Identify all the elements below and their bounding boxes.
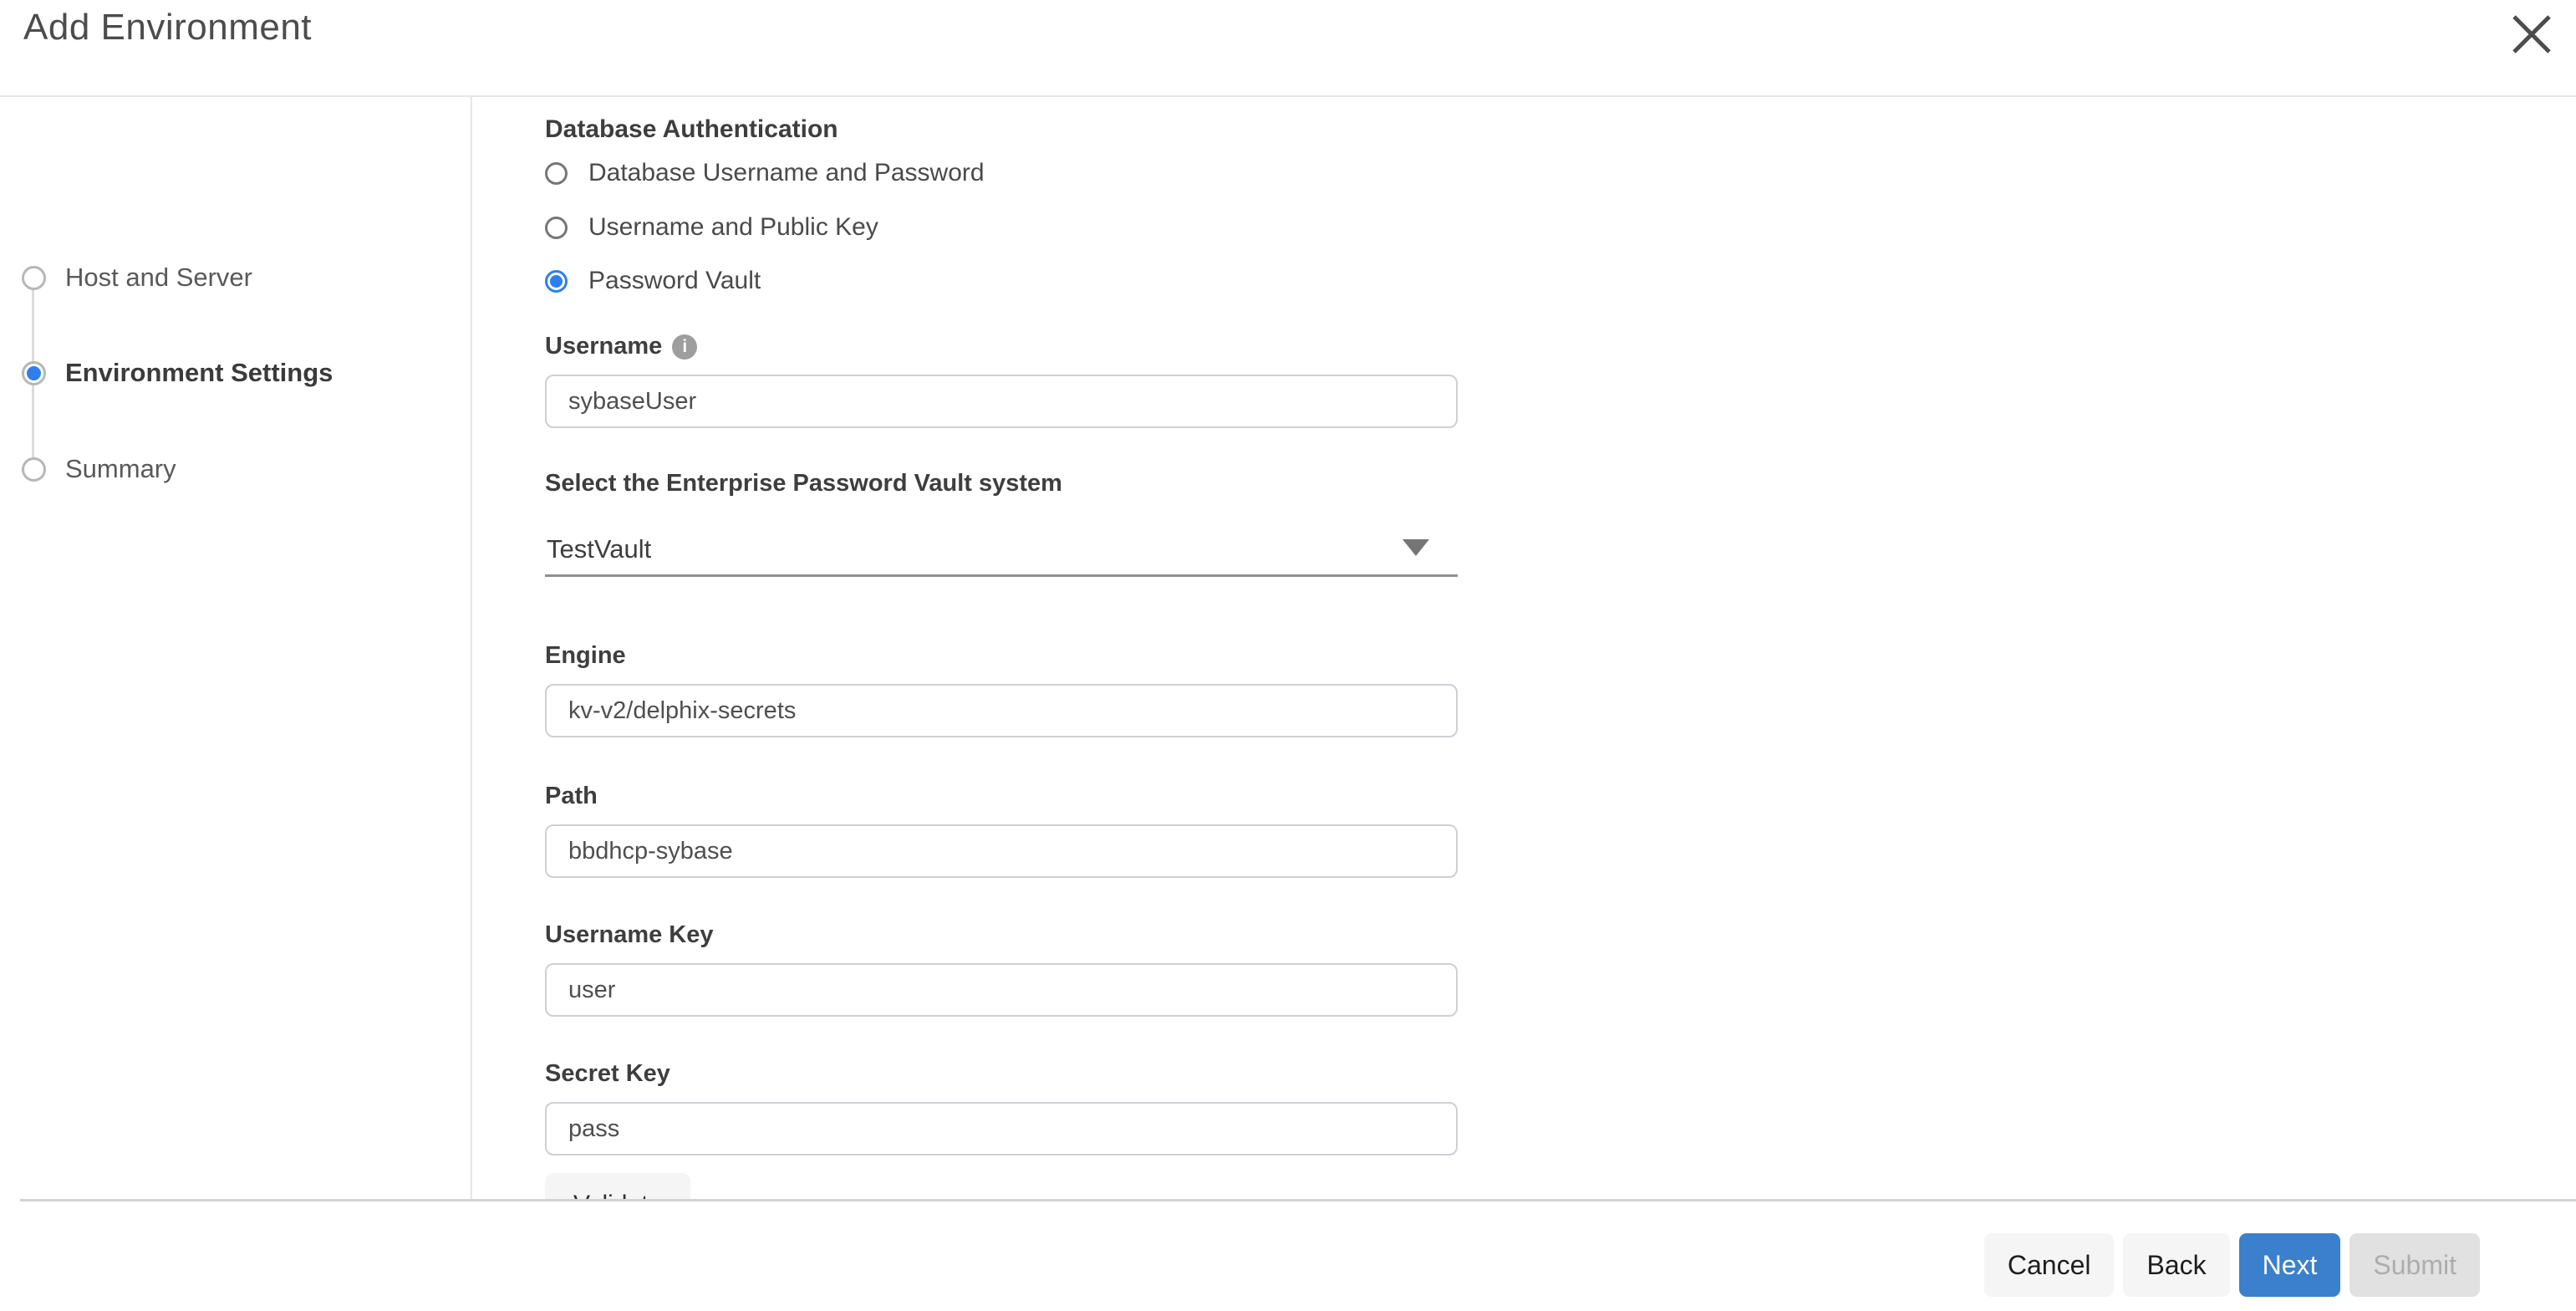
engine-label: Engine: [545, 642, 626, 669]
radio-selected-icon: [545, 270, 568, 293]
path-label: Path: [545, 783, 598, 809]
radio-label: Password Vault: [588, 267, 761, 294]
radio-password-vault[interactable]: [545, 262, 761, 300]
step-host-and-server[interactable]: [22, 263, 252, 293]
info-icon: i: [672, 334, 697, 360]
secret-key-field[interactable]: [545, 1102, 1458, 1155]
database-authentication-heading: Database Authentication: [545, 115, 838, 143]
step-summary[interactable]: [22, 454, 176, 484]
radio-label: Username and Public Key: [588, 213, 878, 241]
radio-unselected-icon: [545, 162, 568, 185]
vault-system-select[interactable]: [545, 525, 1458, 577]
engine-field[interactable]: [545, 684, 1458, 737]
dialog-footer: [0, 1199, 2576, 1311]
radio-username-public-key[interactable]: [545, 208, 878, 247]
vault-system-selected-value: TestVault: [547, 534, 652, 564]
radio-database-username-password[interactable]: [545, 154, 985, 192]
radio-label: Database Username and Password: [588, 159, 985, 186]
username-key-label: Username Key: [545, 921, 714, 948]
step-circle-icon: [22, 266, 46, 290]
next-button[interactable]: Next: [2239, 1233, 2341, 1297]
vault-system-label: Select the Enterprise Password Vault system: [545, 470, 1062, 497]
dialog-header: [0, 0, 2576, 97]
page-title: Add Environment: [23, 7, 313, 48]
chevron-down-icon: [1403, 539, 1429, 556]
username-key-field[interactable]: [545, 963, 1458, 1017]
username-field[interactable]: [545, 375, 1458, 428]
close-icon: [2506, 8, 2558, 60]
wizard-stepper: [0, 97, 472, 1199]
step-label: Environment Settings: [65, 358, 333, 387]
environment-settings-form: [474, 97, 2576, 1199]
step-label: Host and Server: [65, 263, 252, 292]
username-label: Username i: [545, 333, 697, 360]
close-button[interactable]: [2506, 8, 2558, 60]
radio-unselected-icon: [545, 217, 568, 239]
submit-button[interactable]: Submit: [2349, 1233, 2480, 1297]
cancel-button[interactable]: Cancel: [1984, 1233, 2115, 1297]
secret-key-label: Secret Key: [545, 1060, 670, 1087]
step-environment-settings[interactable]: [22, 358, 333, 388]
path-field[interactable]: [545, 824, 1458, 878]
step-circle-active-icon: [22, 361, 46, 385]
step-circle-icon: [22, 457, 46, 482]
step-label: Summary: [65, 454, 176, 483]
back-button[interactable]: Back: [2123, 1233, 2229, 1297]
